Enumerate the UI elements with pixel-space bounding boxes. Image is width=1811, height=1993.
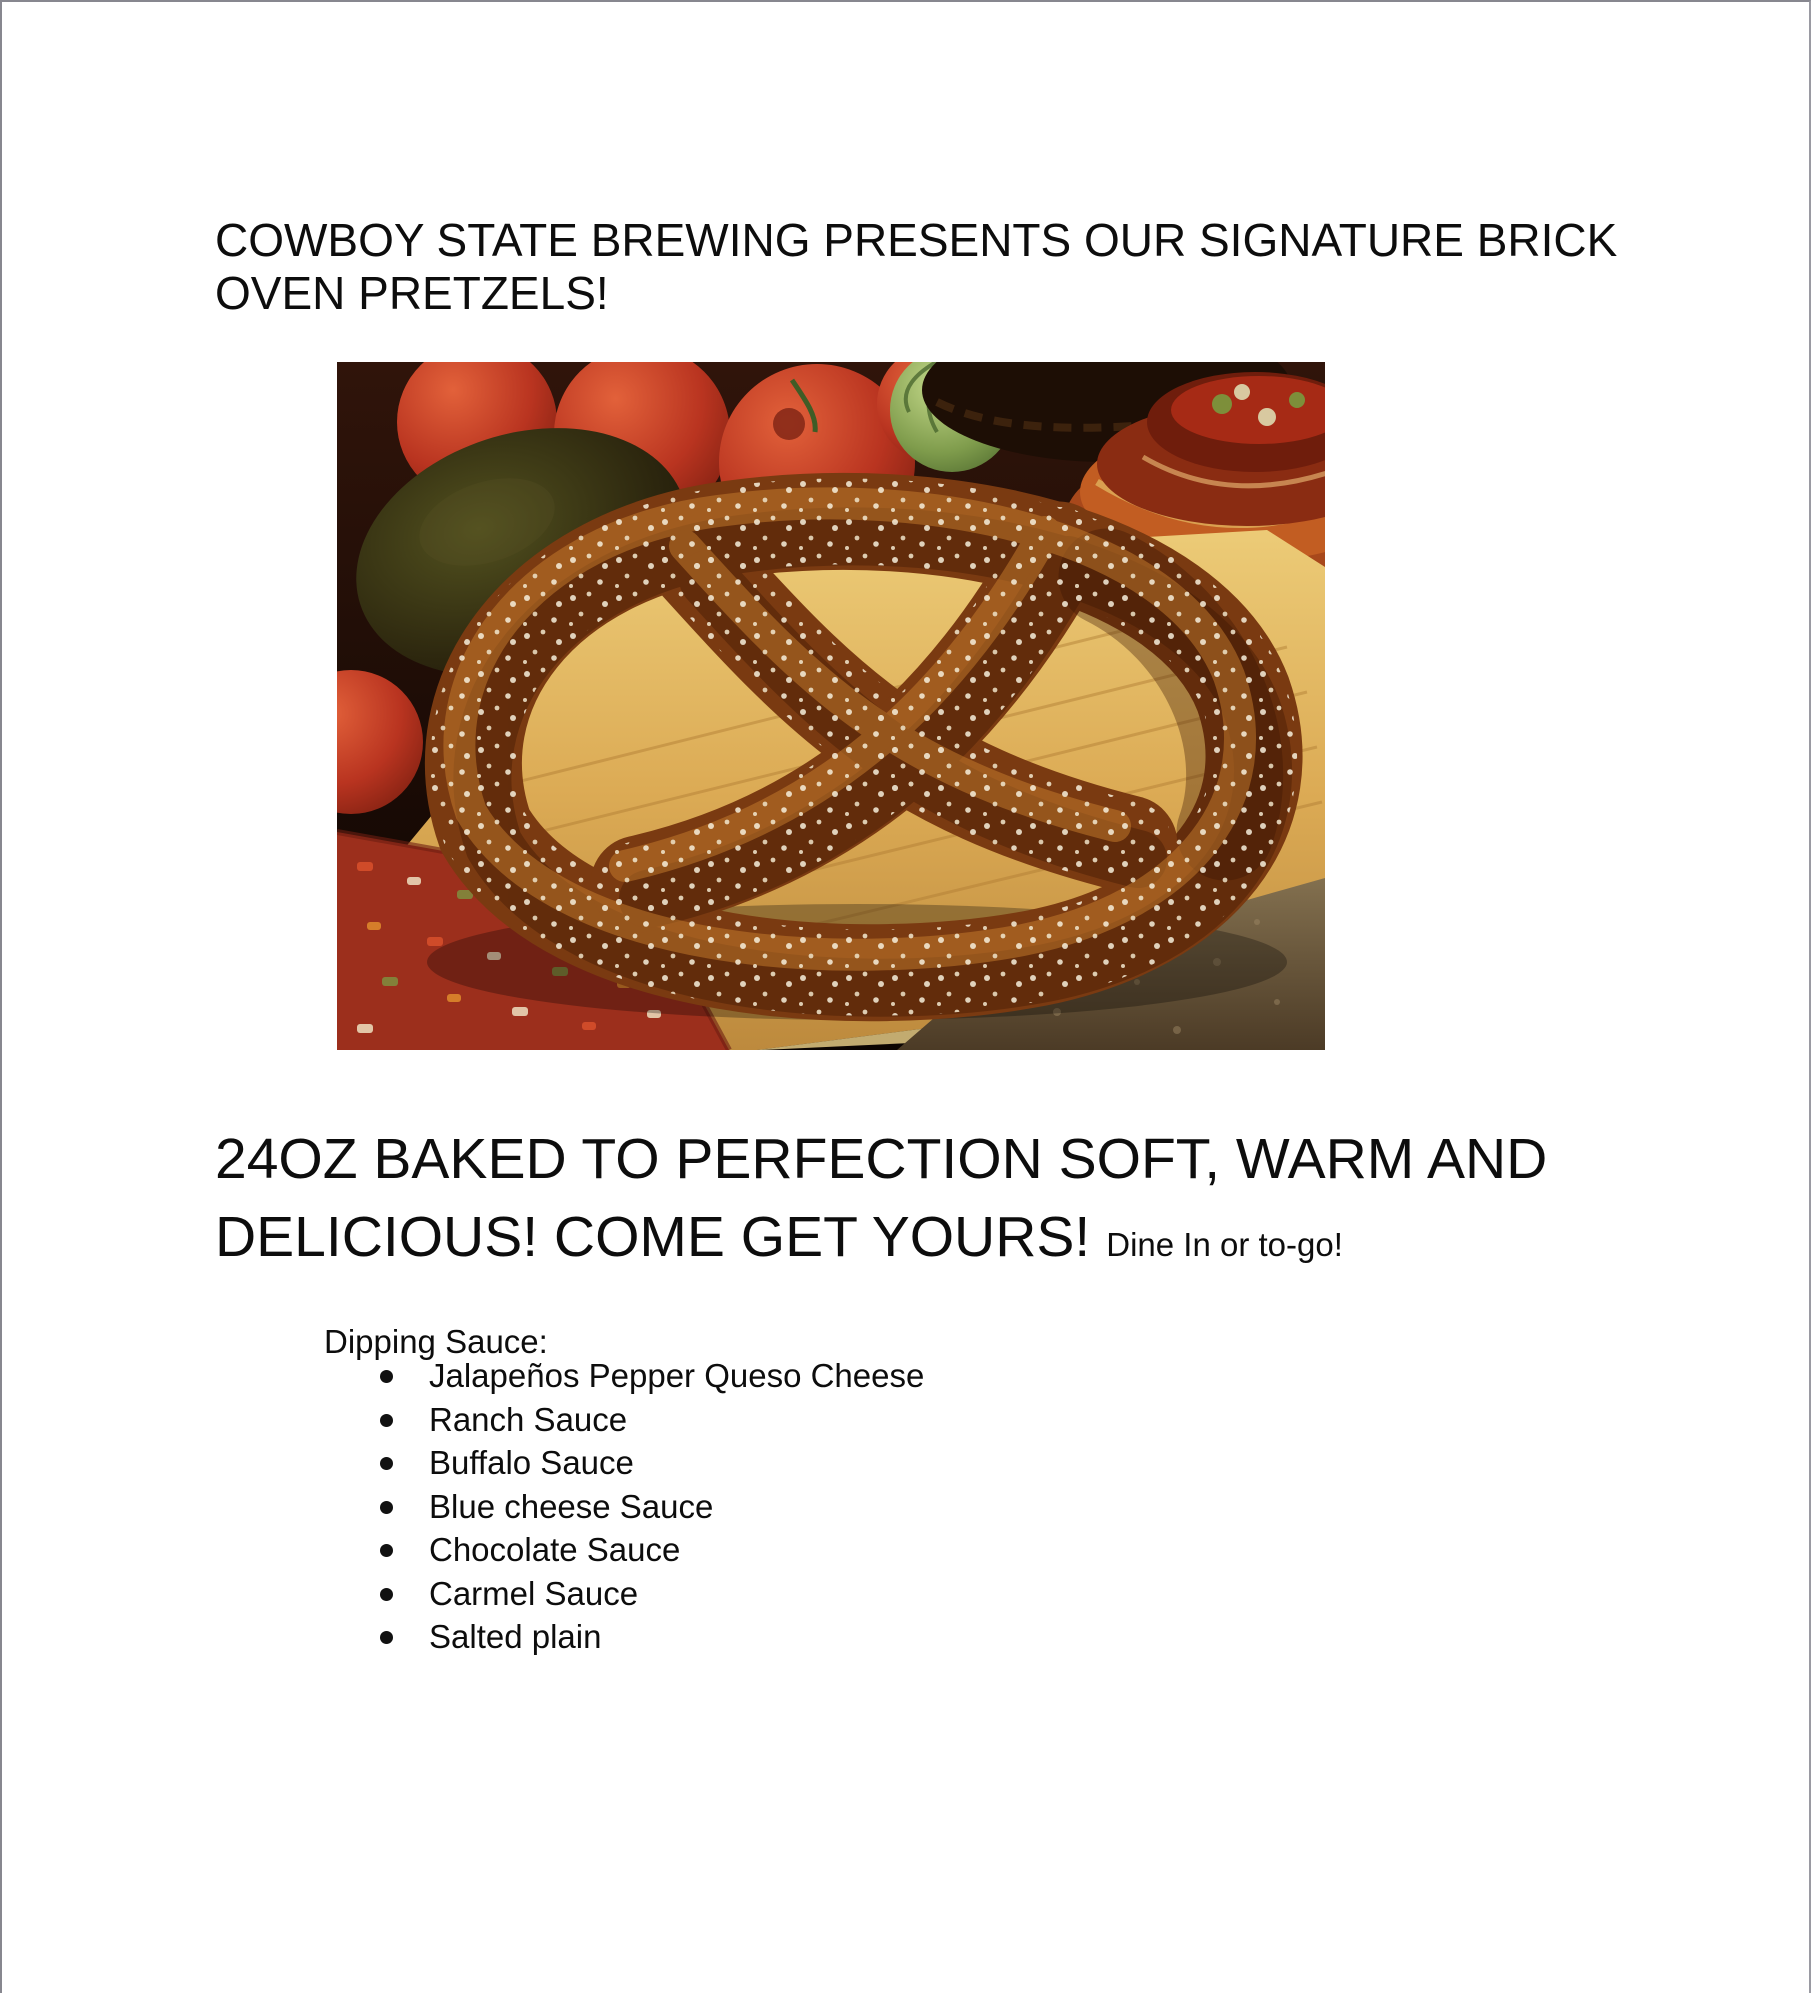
list-item <box>324 1528 1224 1572</box>
promo-line1: 24OZ BAKED TO PERFECTION SOFT, WARM AND <box>215 1127 1548 1191</box>
list-item-label: Chocolate Sauce <box>429 1531 681 1568</box>
page-title-line2: OVEN PRETZELS! <box>215 267 609 319</box>
list-item <box>324 1398 1224 1442</box>
list-item <box>324 1354 1224 1398</box>
promo-line2-text: DELICIOUS! COME GET YOURS! <box>215 1205 1091 1269</box>
pretzel-photo <box>337 362 1325 1050</box>
bullet-icon <box>380 1544 393 1557</box>
list-item <box>324 1485 1224 1529</box>
promo-text <box>215 1120 1645 1284</box>
sauce-list <box>324 1354 1224 1659</box>
list-item <box>324 1441 1224 1485</box>
promo-line2 <box>215 1198 1645 1284</box>
list-item-label: Buffalo Sauce <box>429 1444 634 1481</box>
list-item-label: Carmel Sauce <box>429 1574 639 1612</box>
list-item-label: Blue cheese Sauce <box>429 1487 714 1525</box>
list-item-label: Jalapeños Pepper Queso Cheese <box>429 1357 925 1394</box>
bullet-icon <box>380 1588 393 1601</box>
list-item-label: Ranch Sauce <box>429 1400 628 1438</box>
list-item <box>324 1572 1224 1616</box>
bullet-icon <box>380 1414 393 1427</box>
page-title-line1: COWBOY STATE BREWING PRESENTS OUR SIGNATURE BRICK <box>215 214 1618 266</box>
bullet-icon <box>380 1370 393 1383</box>
bullet-icon <box>380 1457 393 1470</box>
list-item <box>324 1615 1224 1659</box>
page-title <box>215 214 1635 320</box>
promo-note: Dine In or to-go! <box>1106 1226 1343 1263</box>
dipping-sauce-heading: Dipping Sauce: <box>324 1323 548 1360</box>
list-item-label: Salted plain <box>429 1618 602 1655</box>
bullet-icon <box>380 1631 393 1644</box>
bullet-icon <box>380 1501 393 1514</box>
